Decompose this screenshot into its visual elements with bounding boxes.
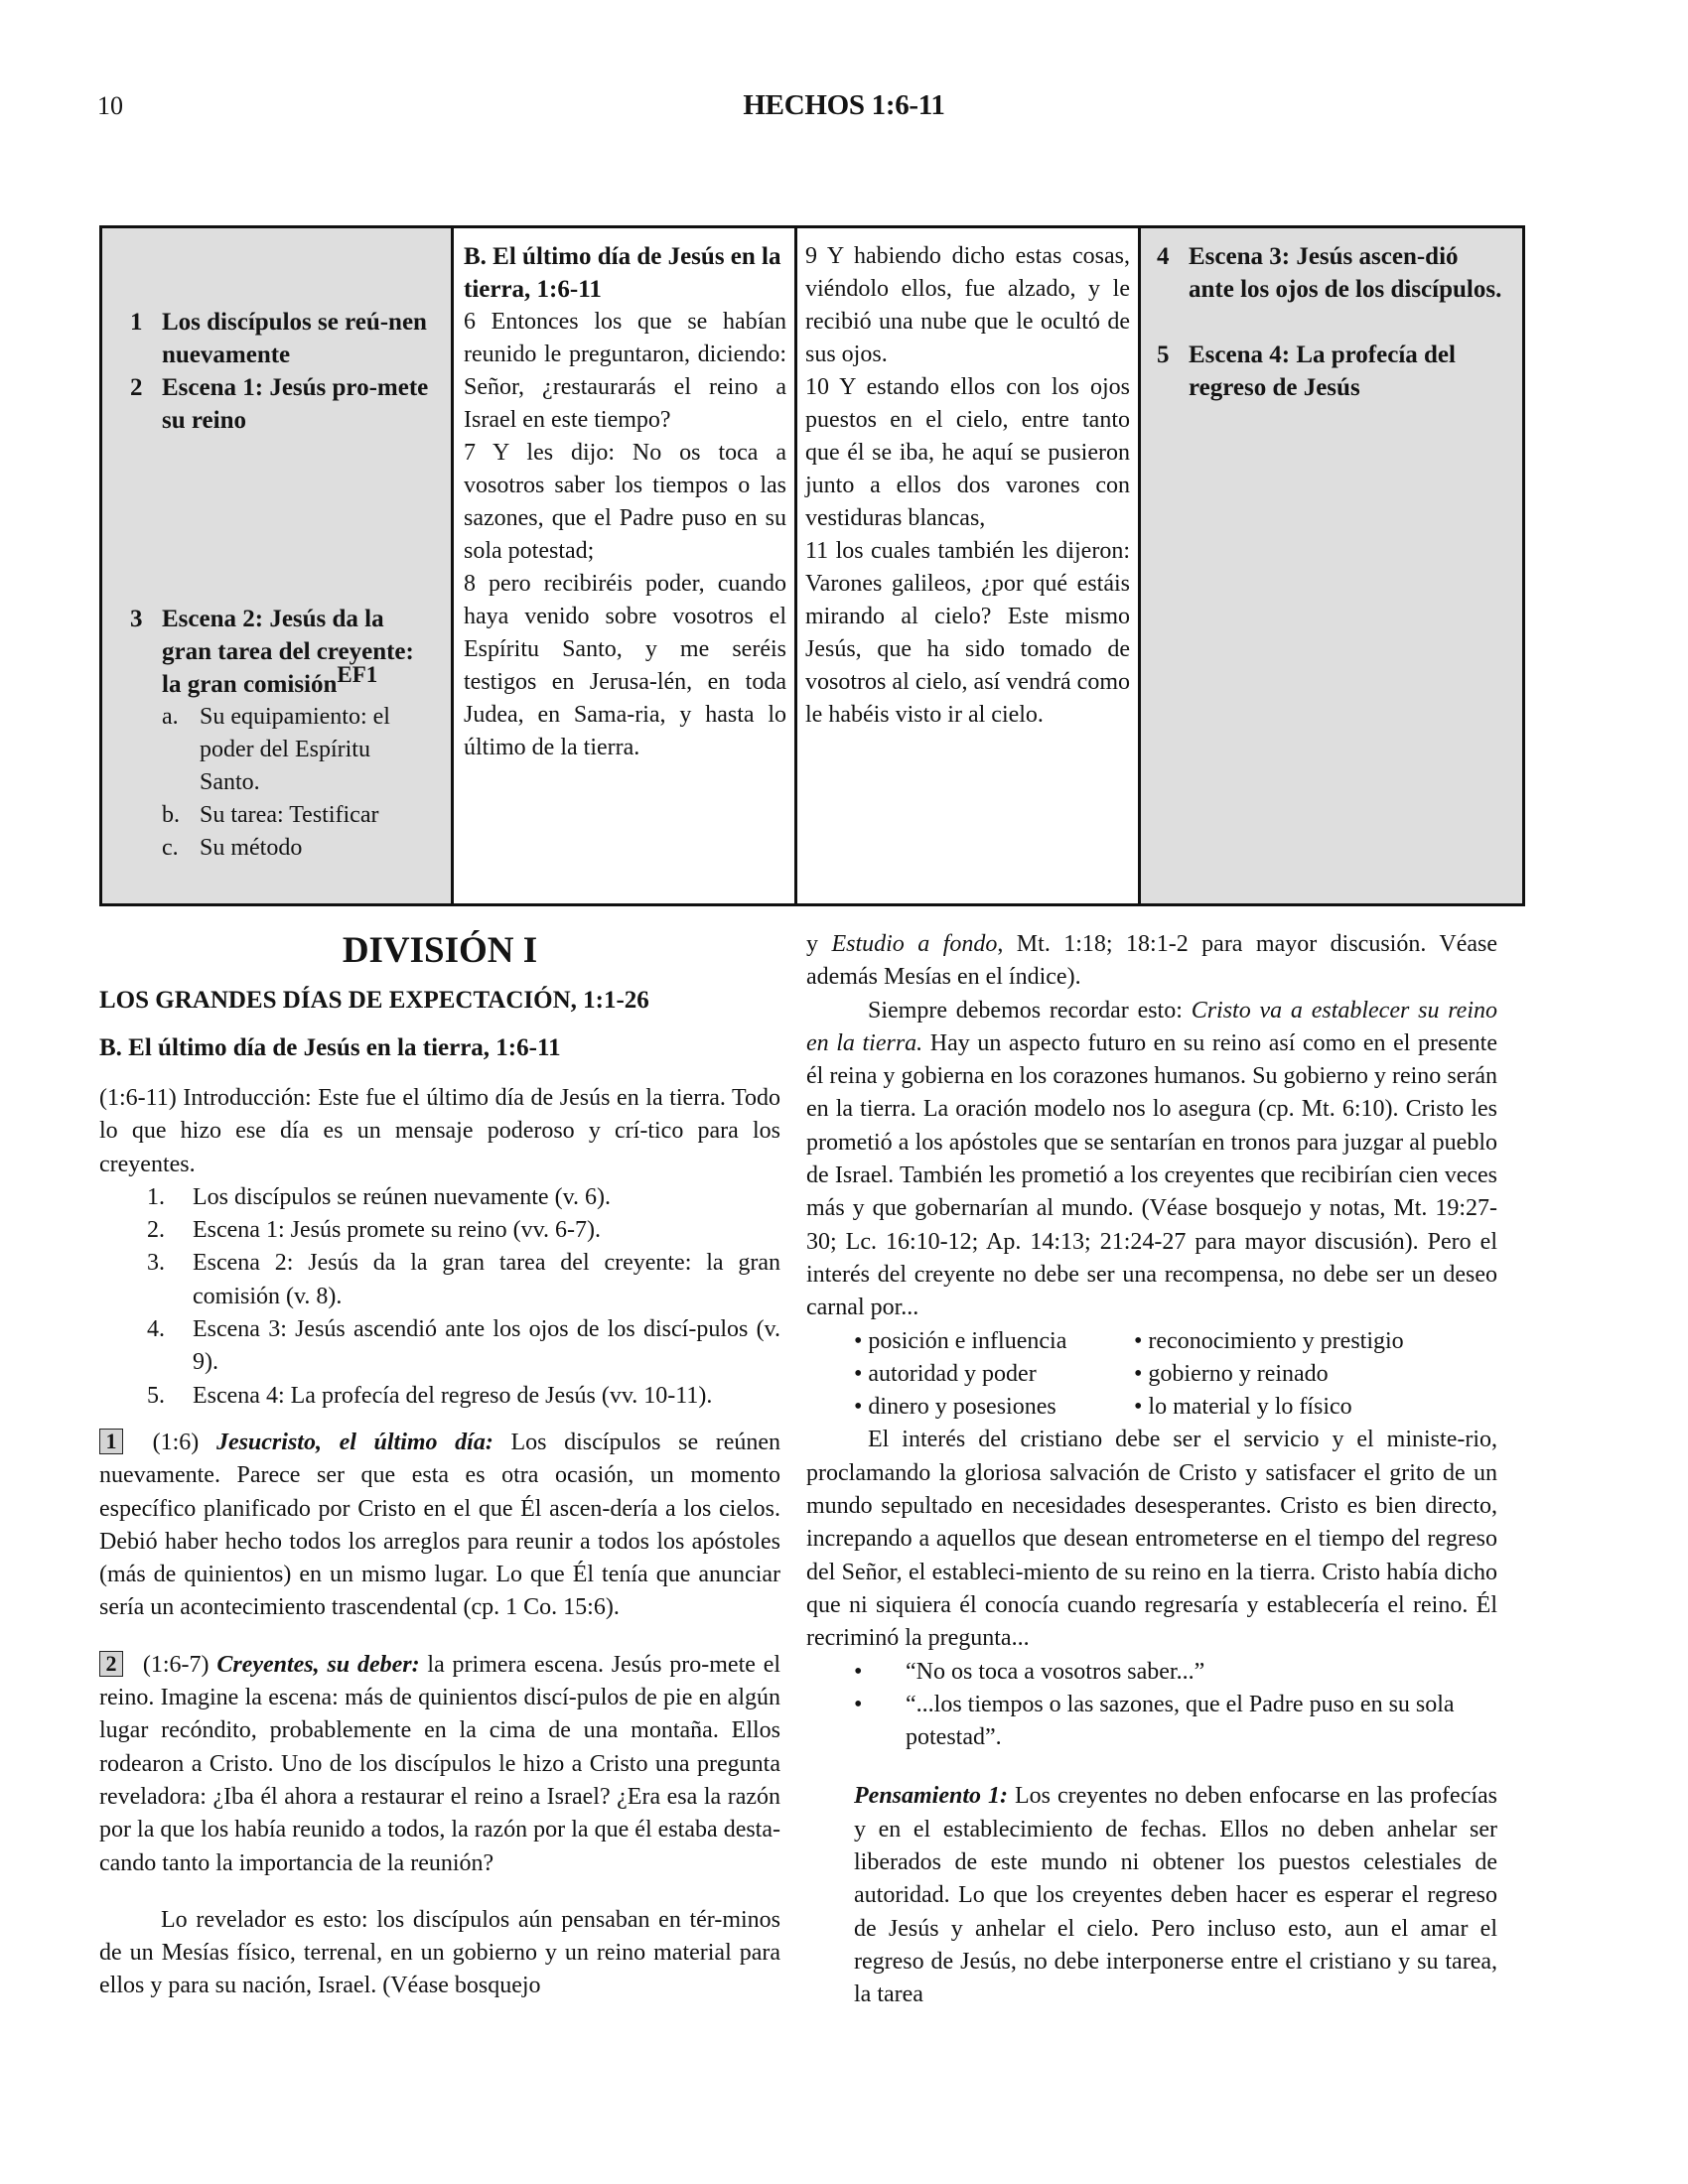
- list-text: Los discípulos se reúnen nuevamente (v. 6).: [193, 1183, 611, 1210]
- outline-item: [1157, 339, 1506, 404]
- division-title: DIVISIÓN I: [342, 930, 538, 971]
- bullet-icon: •: [854, 1691, 863, 1717]
- text-run: , Mt. 1:18; 18:1-2 para mayor discusión. Véase además Mesías en el índice).: [806, 931, 1497, 991]
- outline-subitem-letter: b.: [162, 802, 180, 828]
- outline-column-scripture-2: [797, 228, 1141, 903]
- outline-item-label: Escena 2: Jesús da la gran tarea del creyente: la gran comisión: [162, 606, 414, 698]
- italic-emphasis: Cristo va a establecer su reino en la tierra.: [806, 997, 1497, 1056]
- scripture-verse: 10 Y estando ellos con los ojos puestos en el cielo, entre tanto que él se iba, he aquí se pusieron junto a ellos dos varones con vestiduras blancas,: [805, 374, 1130, 531]
- list-number: 1.: [147, 1183, 165, 1210]
- text-run: y: [806, 931, 818, 957]
- list-text: Escena 1: Jesús promete su reino (vv. 6-7).: [193, 1217, 601, 1244]
- outline-item: [130, 603, 435, 701]
- bullet-item: • lo material y lo físico: [1134, 1391, 1497, 1424]
- scripture-verse: 11 los cuales también les dijeron: Varones galileos, ¿por qué estáis mirando al cielo? Este mismo Jesús, que ha sido tomado de vosotros al cielo, así vendrá como le habéis visto ir al cielo.: [805, 538, 1130, 728]
- outline-item: [130, 306, 435, 371]
- outline-item-text: Los discípulos se reú-nen nuevamente: [162, 309, 427, 368]
- note-2: [99, 1649, 780, 1880]
- outline-column-scripture-1: [454, 228, 797, 903]
- thought-text: Los creyentes no deben enfocarse en las profecías y en el establecimiento de fechas. Ellos no deben anhelar ser liberados de este mundo ni obtener los puestos celestiales de autoridad. Lo que los creyentes deben hacer es esperar el regreso de Jesús y anhelar el cielo. Pero incluso esto, aun el amar el regreso de Jesús, no debe interponerse entre el cristiano y su tarea, la tarea: [854, 1783, 1498, 2008]
- right-text-column: [806, 928, 1497, 2036]
- quote-item: [806, 1656, 1497, 1689]
- note-number-box: 1: [99, 1429, 123, 1454]
- outline-subitem-letter: c.: [162, 835, 179, 861]
- quote-text: “No os toca a vosotros saber...”: [906, 1658, 1205, 1685]
- note-reference: (1:6-7): [142, 1651, 210, 1678]
- quote-text: “...los tiempos o las sazones, que el Padre puso en su sola potestad”.: [906, 1691, 1455, 1751]
- scripture-verse: 6 Entonces los que se habían reunido le preguntaron, diciendo: Señor, ¿restaurarás el reino a Israel en este tiempo?: [464, 309, 786, 433]
- list-number: 3.: [147, 1250, 165, 1277]
- outline-column-topics-left: [102, 228, 454, 903]
- outline-subitem-text: Su método: [200, 835, 303, 861]
- intro-list-item: [99, 1181, 780, 1214]
- bullet-item: • posición e influencia: [854, 1325, 1134, 1358]
- bullet-list: [806, 1325, 1497, 1425]
- list-number: 2.: [147, 1217, 165, 1244]
- subsection-title: B. El último día de Jesús en la tierra, 1:6-11: [99, 1034, 561, 1061]
- outline-item: [130, 371, 435, 437]
- note-title: Creyentes, su deber:: [216, 1651, 420, 1678]
- text-run: Hay un aspecto futuro en su reino así como en el presente él reina y gobierna en los corazones humanos. Su gobierno y reino serán en la tierra. La oración modelo nos lo asegura (cp. Mt. 6:10). Cristo les prometió a los apóstoles que se sentarían en tronos para juzgar al pueblo de Israel. También les prometió a los creyentes que recibirían cien veces más y que gobernarían al mundo. (Véase bosquejo y notas, Mt. 19:27-30; Lc. 16:10-12; Ap. 14:13; 21:24-27 para mayor discusión). Pero el interés del creyente no debe ser una recompensa, no debe ser un deseo carnal por...: [806, 1029, 1497, 1321]
- bullet-item: • gobierno y reinado: [1134, 1358, 1497, 1391]
- outline-item-text: Escena 4: La profecía del regreso de Jesús: [1189, 341, 1456, 401]
- list-text: Escena 4: La profecía del regreso de Jesús (vv. 10-11).: [193, 1382, 713, 1409]
- intro-paragraph: (1:6-11) Introducción: Este fue el último día de Jesús en la tierra. Todo lo que hizo ese día es un mensaje poderoso y crí-tico para los creyentes.: [99, 1085, 780, 1177]
- paragraph: [806, 995, 1497, 1325]
- italic-reference: Estudio a fondo: [831, 931, 998, 957]
- intro-list-item: [99, 1313, 780, 1380]
- outline-item-number: 5: [1157, 341, 1170, 368]
- outline-item: [1157, 240, 1506, 306]
- outline-subitem-text: Su equipamiento: el poder del Espíritu Santo.: [200, 704, 390, 795]
- paragraph: El interés del cristiano debe ser el servicio y el ministe-rio, proclamando la gloriosa salvación de Cristo y satisfacer el grito de un mundo sepultado en necesidades desesperantes. Cristo es bien directo, increpando a aquellos que desean entrometerse en el tiempo del regreso del Señor, el estableci-miento de su reino en la tierra. Cristo había dicho que ni siquiera él conocía cuando regresaría y establecería el reino. Él recriminó la pregunta...: [806, 1427, 1497, 1652]
- footnote-reference: EF1: [337, 662, 378, 687]
- list-text: Escena 2: Jesús da la gran tarea del creyente: la gran comisión (v. 8).: [193, 1250, 780, 1309]
- outline-subitem-text: Su tarea: Testificar: [200, 802, 379, 828]
- outline-item-text: [162, 603, 435, 701]
- note-reference: (1:6): [152, 1429, 200, 1455]
- note-2-continuation: Lo revelador es esto: los discípulos aún pensaban en tér-minos de un Mesías físico, terrenal, en un gobierno y un reino material para ellos y para su nación, Israel. (Véase bosquejo: [99, 1906, 780, 1999]
- outline-item-text: Escena 1: Jesús pro-mete su reino: [162, 374, 429, 434]
- text-run: Siempre debemos recordar esto:: [868, 997, 1183, 1024]
- intro-list-item: [99, 1380, 780, 1413]
- outline-subitem-letter: a.: [162, 704, 179, 730]
- bullet-item: • dinero y posesiones: [854, 1391, 1134, 1424]
- left-text-column: [99, 921, 780, 2003]
- note-text: Los discípulos se reúnen nuevamente. Parece ser que esta es otra ocasión, un momento específico planificado por Cristo en el que Él ascen-dería a los cielos. Debió haber hecho todos los arreglos para reunir a todos los apóstoles (más de quinientos) en un mismo lugar. Lo que Él tenía que anunciar sería un acontecimiento trascendental (cp. 1 Co. 15:6).: [99, 1429, 781, 1621]
- bullet-item: • reconocimiento y prestigio: [1134, 1325, 1497, 1358]
- page-number: 10: [97, 91, 123, 120]
- running-head: HECHOS 1:6-11: [743, 89, 945, 121]
- quote-item: [806, 1689, 1497, 1755]
- note-title: Jesucristo, el último día:: [215, 1429, 493, 1455]
- thought-label: Pensamiento 1:: [854, 1783, 1008, 1810]
- scripture-verse: 7 Y les dijo: No os toca a vosotros saber los tiempos o las sazones, que el Padre puso en su sola potestad;: [464, 440, 786, 564]
- thought-block: [806, 1780, 1497, 2011]
- section-title: LOS GRANDES DÍAS DE EXPECTACIÓN, 1:1-26: [99, 987, 649, 1014]
- list-number: 5.: [147, 1382, 165, 1409]
- list-number: 4.: [147, 1316, 165, 1343]
- scripture-heading: B. El último día de Jesús en la tierra, 1:6-11: [464, 243, 781, 303]
- paragraph: [806, 928, 1497, 995]
- outline-item-text: Escena 3: Jesús ascen-dió ante los ojos de los discípulos.: [1189, 243, 1502, 303]
- note-number-box: 2: [99, 1651, 123, 1677]
- outline-item-number: 2: [130, 374, 143, 401]
- outline-subitem: [130, 701, 435, 799]
- bullet-icon: •: [854, 1658, 863, 1685]
- intro-list: [99, 1181, 780, 1413]
- outline-subitem: [130, 799, 435, 832]
- outline-column-topics-right: [1141, 228, 1522, 903]
- outline-subitem: [130, 832, 435, 865]
- note-text: la primera escena. Jesús pro-mete el reino. Imagine la escena: más de quinientos discí-pulos de pie en algún lugar recóndito, probablemente en la cima de una montaña. Ellos rodearon a Cristo. Uno de los discípulos le hizo a Cristo una pregunta reveladora: ¿Iba él ahora a restaurar el reino a Israel? ¿Era esa la razón por la que los había reunido a todos, la razón por la que él estaba desta-cando tanto la importancia de la reunión?: [99, 1651, 781, 1876]
- outline-item-number: 4: [1157, 243, 1170, 270]
- intro-list-item: [99, 1214, 780, 1247]
- scripture-verse: 8 pero recibiréis poder, cuando haya venido sobre vosotros el Espíritu Santo, y me seréis testigos en Jerusa-lén, en toda Judea, en Sama-ria, y hasta lo último de la tierra.: [464, 571, 786, 760]
- outline-table: [99, 225, 1525, 906]
- outline-item-number: 3: [130, 606, 143, 632]
- scripture-verse: 9 Y habiendo dicho estas cosas, viéndolo ellos, fue alzado, y le recibió una nube que le ocultó de sus ojos.: [805, 243, 1130, 367]
- note-1: [99, 1427, 780, 1625]
- outline-item-number: 1: [130, 309, 143, 336]
- intro-list-item: [99, 1247, 780, 1313]
- bullet-item: • autoridad y poder: [854, 1358, 1134, 1391]
- quote-list: [806, 1656, 1497, 1755]
- list-text: Escena 3: Jesús ascendió ante los ojos de los discí-pulos (v. 9).: [193, 1316, 780, 1376]
